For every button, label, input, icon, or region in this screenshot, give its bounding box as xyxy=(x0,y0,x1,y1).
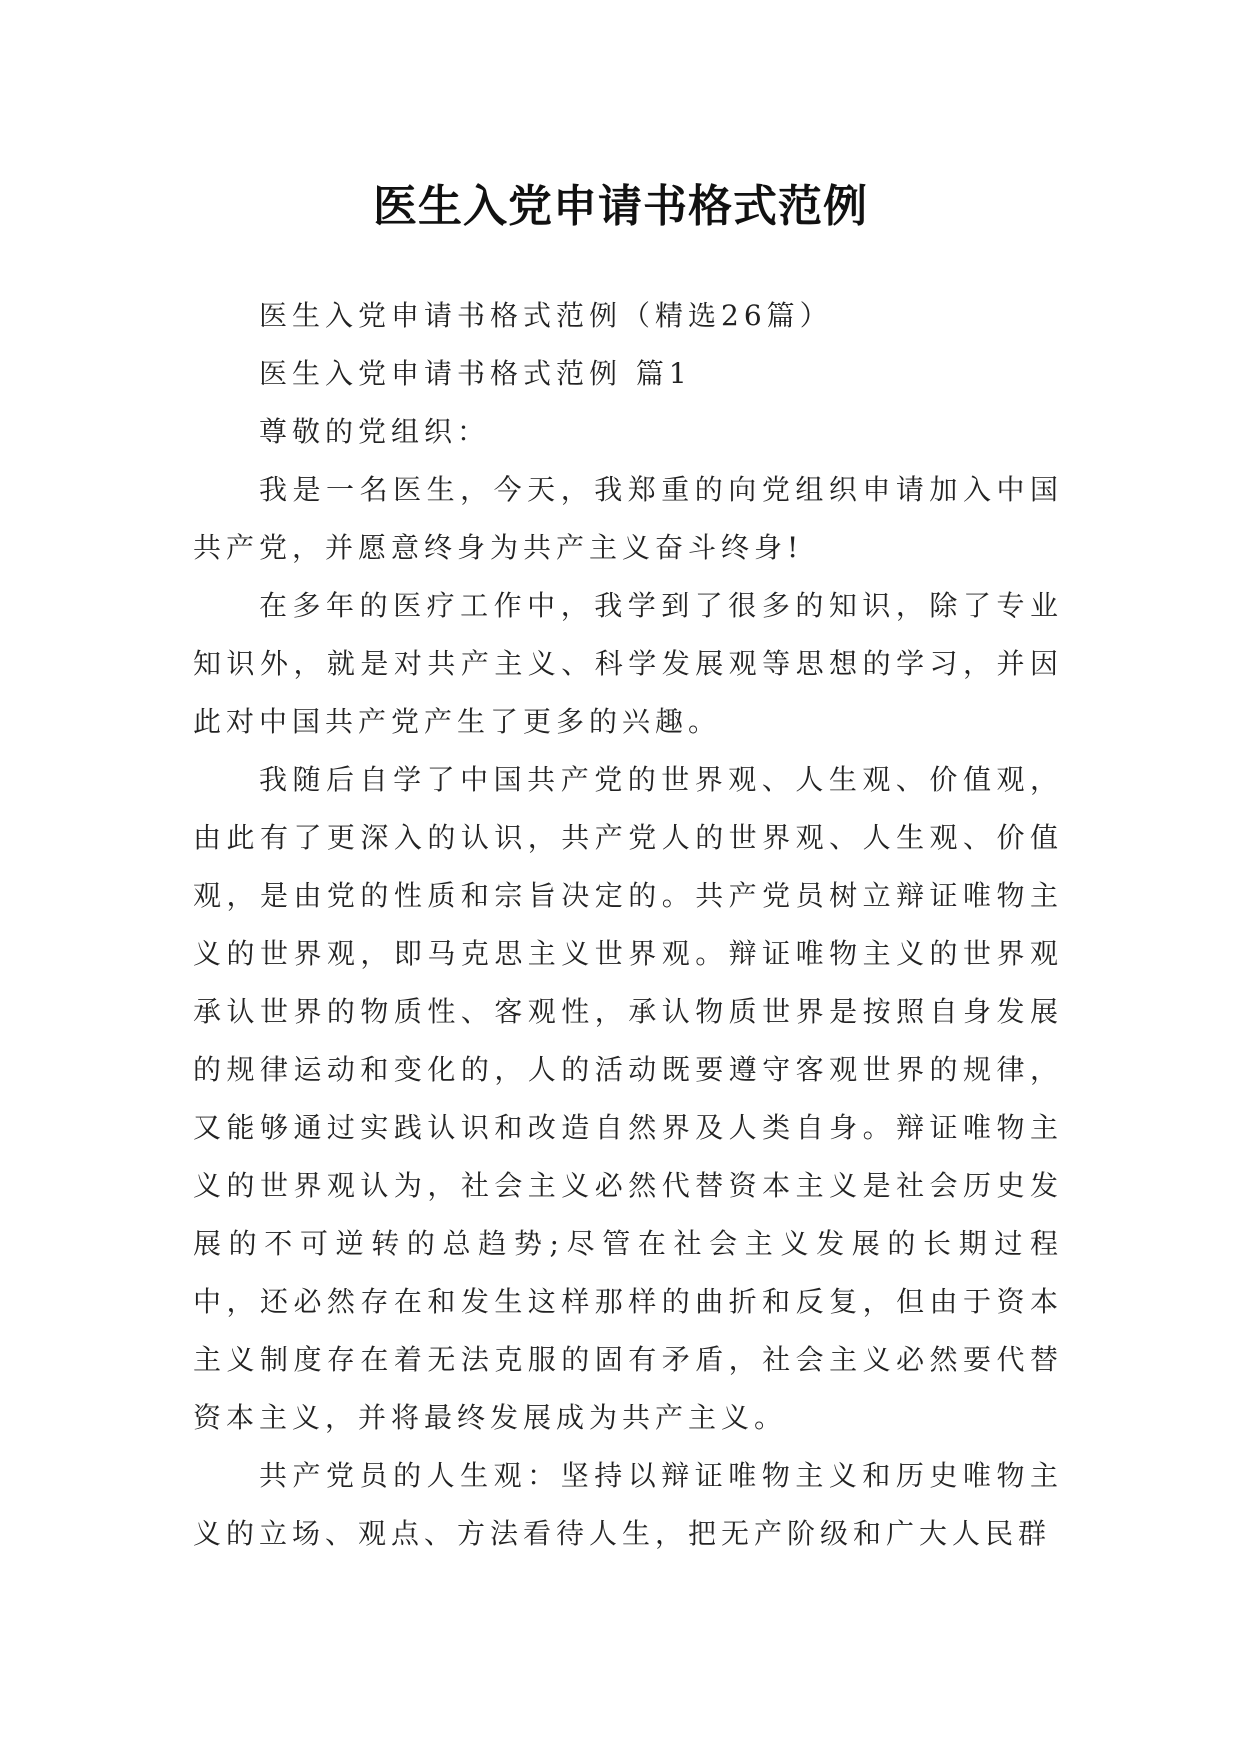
paragraph-subtitle: 医生入党申请书格式范例（精选26篇） xyxy=(259,299,833,332)
document-title: 医生入党申请书格式范例 xyxy=(373,181,868,233)
paragraph-body: 我随后自学了中国共产党的世界观、人生观、价值观，由此有了更深入的认识，共产党人的世界观、人生观、价值观，是由党的性质和宗旨决定的。共产党员树立辩证唯物主义的世界观，即马克思主义世界观。辩证唯物主义的世界观承认世界的物质性、客观性，承认物质世界是按照自身发展的规律运动和变化的，人的活动既要遵守客观世界的规律，又能够通过实践认识和改造自然界及人类自身。辩证唯物主义的世界观认为，社会主义必然代替资本主义是社会历史发展的不可逆转的总趋势;尽管在社会主义发展的长期过程中，还必然存在和发生这样那样的曲折和反复，但由于资本主义制度存在着无法克服的固有矛盾，社会主义必然要代替资本主义，并将最终发展成为共产主义。 xyxy=(193,763,1063,1434)
paragraph-section-heading: 医生入党申请书格式范例 篇1 xyxy=(259,357,692,390)
paragraph-body: 我是一名医生，今天，我郑重的向党组织申请加入中国共产党，并愿意终身为共产主义奋斗终身! xyxy=(193,473,1063,564)
document-body xyxy=(193,287,1063,1563)
paragraph-body: 共产党员的人生观：坚持以辩证唯物主义和历史唯物主义的立场、观点、方法看待人生，把无产阶级和广大人民群 xyxy=(193,1459,1063,1550)
paragraph-salutation: 尊敬的党组织： xyxy=(259,415,491,448)
paragraph-body: 在多年的医疗工作中，我学到了很多的知识，除了专业知识外，就是对共产主义、科学发展观等思想的学习，并因此对中国共产党产生了更多的兴趣。 xyxy=(193,589,1063,738)
